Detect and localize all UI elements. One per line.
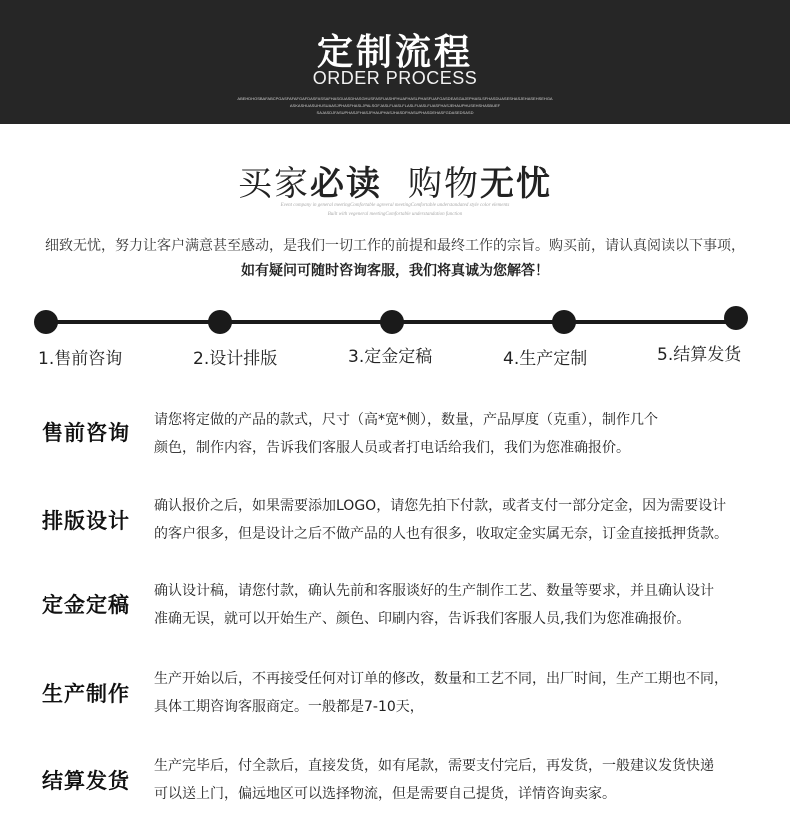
section-text-line: 确认设计稿，请您付款，确认先前和客服谈好的生产制作工艺、数量等要求，并且确认设计: [154, 583, 714, 599]
section-text-production: [154, 665, 764, 721]
section-text-line: 生产完毕后，付全款后，直接发货，如有尾款，需要支付完后，再发货，一般建议发货快递: [154, 758, 714, 774]
banner-fine-print-2: ASKASHUASUHUSUAASJPHASFHASLJPALSGFJASLFUASLFLASLFUASLFUASFHASJEHAUPHUSEHSHASBUEF: [289, 103, 501, 108]
step-label-1: 1.售前咨询: [38, 349, 123, 369]
section-text-consult: [154, 406, 764, 462]
section-text-design: [154, 492, 764, 548]
step-label-3: 3.定金定稿: [348, 347, 433, 367]
heading-light-1: 买家: [238, 164, 310, 204]
section-title-production: 生产制作: [42, 682, 130, 706]
section-text-line: 确认报价之后，如果需要添加LOGO，请您先拍下付款，或者支付一部分定金，因为需要设计: [154, 498, 727, 514]
banner-fine-print-1: ABEHDHOSBAFABCPGASFAFAFGAFDASFASSAFHASGUASDHASGHUSFASFUASHFHUAFHASLPHASFUAFGASDEASGAJEPHASLSFHASDUASESHASJEHASEHSEHGA: [237, 96, 553, 101]
timeline-dot-5: [724, 306, 748, 330]
section-text-line: 颜色，制作内容，告诉我们客服人员或者打电话给我们，我们为您准确报价。: [154, 440, 630, 456]
section-title-design: 排版设计: [42, 509, 130, 533]
heading-fine-print-2: Built with vegeneral meetingComfortable understandation function: [327, 212, 463, 217]
section-text-deposit: [154, 577, 764, 633]
section-text-line: 准确无误，就可以开始生产、颜色、印刷内容，告诉我们客服人员,我们为您准确报价。: [154, 611, 691, 627]
heading-fine-print-1: Event company in general meetingComfortable agreeral meetingComfortable understandated style color elements: [280, 203, 510, 208]
notice-heading: [0, 156, 790, 205]
step-label-2: 2.设计排版: [193, 349, 278, 369]
step-label-5: 5.结算发货: [657, 345, 742, 365]
step-label-4: 4.生产定制: [503, 349, 588, 369]
banner-fine-print-3: SAJASDJFASUPHASJFHASJFHAUPHASJHASDFHASUPHASDEHASFGDASEDSASD: [316, 110, 474, 115]
section-title-shipping: 结算发货: [42, 769, 130, 793]
header-banner: [0, 0, 790, 124]
section-title-deposit: 定金定稿: [42, 593, 130, 617]
timeline-dot-4: [552, 310, 576, 334]
section-text-line: 可以送上门，偏远地区可以选择物流，但是需要自己提货，详情咨询卖家。: [154, 786, 616, 802]
intro-text: 细致无忧，努力让客户满意甚至感动，是我们一切工作的前提和最终工作的宗旨。购买前，请认真阅读以下事项，: [45, 238, 745, 254]
section-text-line: 生产开始以后，不再接受任何对订单的修改，数量和工艺不同，出厂时间，生产工期也不同，: [154, 671, 728, 687]
timeline-dot-3: [380, 310, 404, 334]
section-text-line: 具体工期咨询客服商定。一般都是7-10天，: [154, 699, 424, 715]
timeline-dot-2: [208, 310, 232, 334]
intro-emphasis: 如有疑问可随时咨询客服，我们将真诚为您解答！: [241, 263, 549, 279]
banner-title: 定制流程: [316, 32, 473, 73]
banner-subtitle: ORDER PROCESS: [312, 68, 478, 88]
section-text-line: 请您将定做的产品的款式，尺寸（高*宽*侧），数量，产品厚度（克重），制作几个: [154, 412, 658, 428]
timeline-dot-1: [34, 310, 58, 334]
section-text-line: 的客户很多，但是设计之后不做产品的人也有很多，收取定金实属无奈，订金直接抵押货款。: [154, 526, 728, 542]
heading-light-2: 购物: [408, 164, 480, 204]
heading-bold-2: 无忧: [480, 164, 552, 204]
section-title-consult: 售前咨询: [42, 421, 130, 445]
section-text-shipping: [154, 752, 764, 808]
heading-bold-1: 必读: [310, 164, 382, 204]
